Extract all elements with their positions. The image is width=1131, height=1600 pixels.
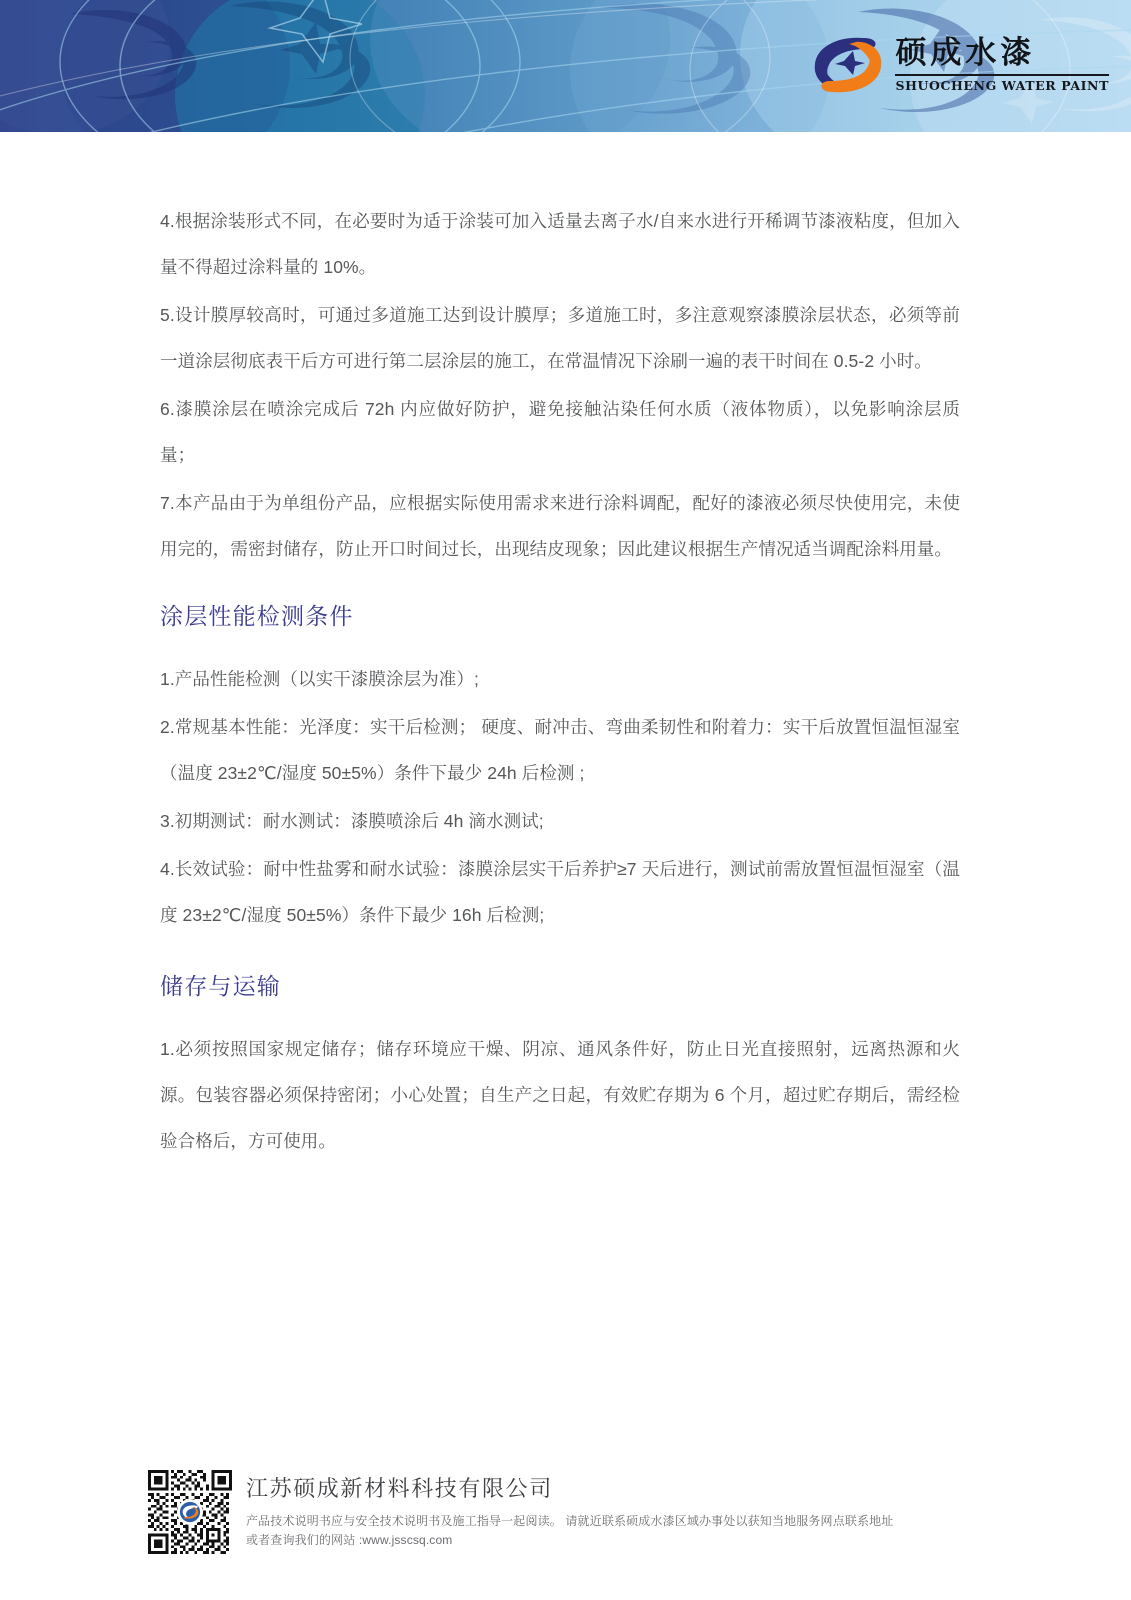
testing-item-3: 3.初期测试：耐水测试：漆膜喷涂后 4h 滴水测试; xyxy=(160,811,544,832)
testing-item-4: 4.长效试验：耐中性盐雾和耐水试验：漆膜涂层实干后养护≥7 天后进行，测试前需放置恒温恒湿室（温度 23±2℃/湿度 50±5%）条件下最少 16h 后检测; xyxy=(160,859,960,926)
storage-item-1: 1.必须按照国家规定储存；储存环境应干燥、阴凉、通风条件好，防止日光直接照射，远离热源和火源。包装容器必须保持密闭；小心处置；自生产之日起，有效贮存期为 6 个月，超过贮存期后，需经检验合格后，方可使用。 xyxy=(160,1039,960,1152)
company-name: 江苏硕成新材料科技有限公司 xyxy=(246,1476,553,1501)
footer-note-line-2: 或者查询我们的网站 :www.jsscsq.com xyxy=(246,1533,453,1548)
paragraph-7: 7.本产品由于为单组份产品，应根据实际使用需求来进行涂料调配，配好的漆液必须尽快使用完，未使用完的，需密封储存，防止开口时间过长，出现结皮现象；因此建议根据生产情况适当调配涂料用量。 xyxy=(160,493,960,560)
qr-code xyxy=(148,1470,232,1554)
paragraph-6: 6.漆膜涂层在喷涂完成后 72h 内应做好防护，避免接触沾染任何水质（液体物质），以免影响涂层质量； xyxy=(160,399,960,466)
paragraph-4: 4.根据涂装形式不同，在必要时为适于涂装可加入适量去离子水/自来水进行开稀调节漆液粘度，但加入量不得超过涂料量的 10%。 xyxy=(160,211,960,278)
section-heading-storage-transport: 储存与运输 xyxy=(160,973,281,1000)
brand-name-cn: 硕成水漆 xyxy=(895,35,1036,72)
footer-note-line-1: 产品技术说明书应与安全技术说明书及施工指导一起阅读。 请就近联系硕成水漆区域办事处以获知当地服务网点联系地址 xyxy=(246,1513,894,1528)
brand-name-en: SHUOCHENG WATER PAINT xyxy=(895,77,1109,93)
qr-center-logo-icon xyxy=(177,1499,203,1525)
footer-text-block xyxy=(246,1470,893,1551)
paragraph-5: 5.设计膜厚较高时，可通过多道施工达到设计膜厚；多道施工时，多注意观察漆膜涂层状态，必须等前一道涂层彻底表干后方可进行第二层涂层的施工，在常温情况下涂刷一遍的表干时间在 0.5-2 小时。 xyxy=(160,305,960,372)
document-content xyxy=(160,132,960,1164)
page-header-banner xyxy=(0,0,1131,132)
testing-item-1: 1.产品性能检测（以实干漆膜涂层为准）; xyxy=(160,669,479,690)
testing-item-2: 2.常规基本性能：光泽度：实干后检测； 硬度、耐冲击、弯曲柔韧性和附着力：实干后放置恒温恒湿室（温度 23±2℃/湿度 50±5%）条件下最少 24h 后检测 ; xyxy=(160,717,960,784)
brand-logo xyxy=(811,34,1109,96)
shuocheng-logo-icon xyxy=(811,34,885,96)
section-heading-testing-conditions: 涂层性能检测条件 xyxy=(160,603,354,630)
page-footer xyxy=(148,1470,1008,1554)
brand-divider xyxy=(895,74,1109,76)
